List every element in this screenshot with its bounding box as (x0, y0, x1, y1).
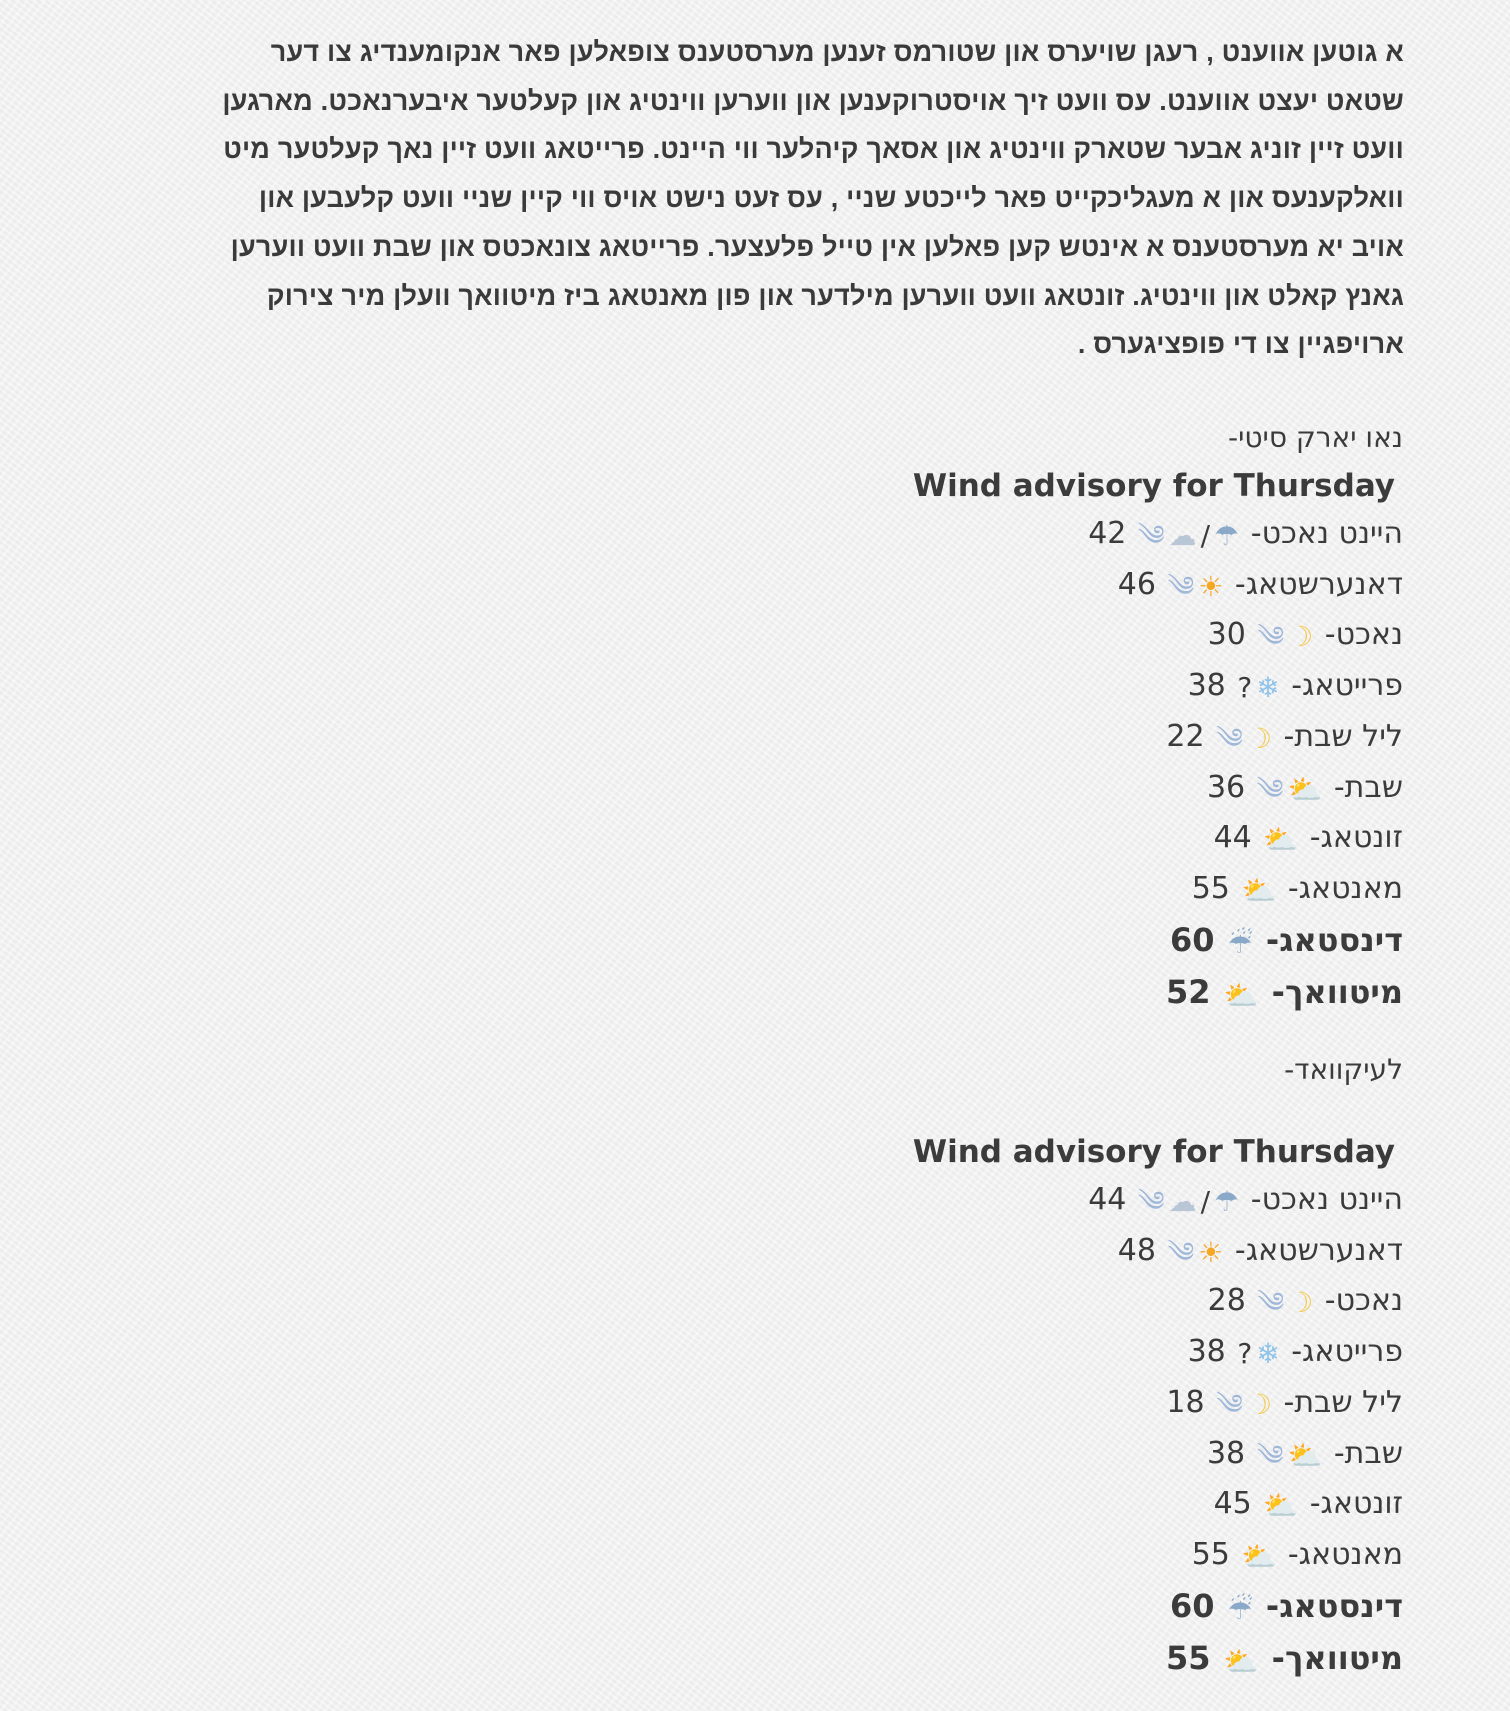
intro-paragraph (84, 28, 1404, 369)
day-label: פרייטאג- (1291, 1334, 1403, 1370)
forecast-row (703, 764, 1403, 815)
forecast-section-lakewood (703, 1046, 1403, 1687)
forecast-row (703, 1379, 1403, 1430)
sun-rain-icon: ☔ (1227, 926, 1253, 960)
partly-cloudy-icon: ⛅ (1263, 823, 1299, 857)
wind-icon: ༄ (1167, 1235, 1195, 1269)
temperature: 22 (1166, 718, 1205, 754)
moon-icon: ☽ (1246, 1387, 1272, 1421)
slash-separator: / (1200, 519, 1211, 552)
intro-line: ארויפגיין צו די פופציגערס . (1077, 329, 1404, 360)
partly-cloudy-icon: ⛅ (1263, 1489, 1299, 1523)
temperature: 46 (1117, 566, 1156, 602)
forecast-row (703, 1531, 1403, 1582)
wind-icon: ༄ (1137, 519, 1165, 552)
partly-cloudy-icon: ⛅ (1287, 772, 1323, 806)
day-label: שבת- (1333, 1435, 1403, 1471)
moon-icon: ☽ (1288, 620, 1314, 654)
day-label: היינט נאכט- (1250, 1182, 1403, 1217)
temperature: 45 (1213, 1486, 1252, 1522)
day-label: נאכט- (1324, 617, 1403, 653)
partly-cloudy-icon: ⛅ (1223, 1645, 1259, 1679)
intro-line: גאנץ קאלט און ווינטיג. זונטאג וועט ווערען מילדער און פון מאנטאג ביז מיטוואך וועלן מיר צירוק (266, 280, 1404, 311)
snowflake-icon: ❄ (1256, 1337, 1280, 1371)
forecast-row (703, 1430, 1403, 1481)
forecast-row (703, 814, 1403, 865)
sun-icon: ☀ (1198, 1235, 1224, 1269)
day-label: דינסטאג- (1265, 1586, 1403, 1625)
wind-icon: ༄ (1167, 569, 1195, 603)
day-label: היינט נאכט- (1250, 516, 1403, 551)
temperature: 60 (1169, 920, 1215, 959)
forecast-row (703, 1634, 1403, 1687)
day-label: דינסטאג- (1265, 920, 1403, 959)
partly-cloudy-icon: ⛅ (1241, 873, 1277, 907)
forecast-row (703, 611, 1403, 662)
moon-icon: ☽ (1288, 1286, 1314, 1320)
wind-icon: ༄ (1257, 620, 1285, 654)
temperature: 42 (1088, 516, 1127, 551)
wind-icon: ༄ (1216, 721, 1243, 755)
sun-rain-icon: ☔ (1227, 1592, 1253, 1626)
temperature: 55 (1191, 870, 1230, 906)
snowflake-icon: ❄ (1256, 671, 1280, 705)
intro-line: וועט זיין זוניג אבער שטארק ווינטיג און אסאך קיהלער ווי היינט. פרייטאג וועט זיין נאך קעלטער מיט (223, 134, 1404, 165)
rain-cloud-icon: ☂ (1214, 1185, 1240, 1218)
temperature: 38 (1187, 668, 1226, 704)
intro-line: וואלקענעס און א מעגליכקייט פאר לייכטע שניי , עס זעט נישט אויס ווי קיין שניי וועט קלעבען און (258, 183, 1404, 214)
forecast-row (703, 1328, 1403, 1379)
temperature: 38 (1187, 1334, 1226, 1370)
forecast-row (703, 1582, 1403, 1635)
forecast-rows (703, 510, 1403, 1021)
forecast-row (703, 1227, 1403, 1278)
wind-icon: ༄ (1256, 772, 1284, 806)
temperature: 60 (1169, 1586, 1215, 1625)
forecast-section-nyc (703, 414, 1403, 1021)
advisory-title: Wind advisory for Thursday (912, 468, 1395, 504)
forecast-row (703, 561, 1403, 612)
day-label: זונטאג- (1309, 820, 1403, 856)
day-label: ליל שבת- (1283, 1384, 1403, 1420)
cloud-icon: ☁ (1168, 519, 1197, 552)
forecast-row (703, 713, 1403, 764)
temperature: 30 (1207, 617, 1246, 653)
day-label: שבת- (1333, 769, 1403, 805)
temperature: 52 (1165, 973, 1211, 1012)
sun-icon: ☀ (1198, 569, 1224, 603)
forecast-row (703, 865, 1403, 916)
temperature: 38 (1206, 1435, 1246, 1471)
day-label: מיטוואך- (1271, 973, 1403, 1012)
day-label: זונטאג- (1309, 1486, 1403, 1522)
location-label: לעיקוואד- (1284, 1053, 1403, 1086)
partly-cloudy-icon: ⛅ (1241, 1539, 1277, 1573)
wind-icon: ༄ (1257, 1286, 1285, 1320)
forecast-row (703, 1176, 1403, 1227)
wind-icon: ༄ (1216, 1387, 1243, 1421)
temperature: 36 (1206, 769, 1246, 805)
wind-icon: ༄ (1256, 1438, 1284, 1472)
temperature: 28 (1207, 1283, 1246, 1319)
temperature: 48 (1117, 1232, 1156, 1268)
moon-icon: ☽ (1246, 721, 1272, 755)
temperature: 55 (1165, 1639, 1211, 1678)
forecast-row (703, 916, 1403, 969)
intro-line: אויב יא מערסטענס א אינטש קען פאלען אין טייל פלעצער. פרייטאג צונאכטס און שבת וועט ווערען (230, 231, 1404, 262)
wind-icon: ༄ (1137, 1185, 1165, 1218)
intro-line: שטאט יעצט אווענט. עס וועט זיך אויסטרוקענען און ווערען ווינטיג און קעלטער איבערנאכט. מארגען (222, 85, 1404, 116)
advisory-title: Wind advisory for Thursday (912, 1134, 1395, 1170)
forecast-row (703, 662, 1403, 713)
day-label: ליל שבת- (1283, 718, 1403, 754)
partly-cloudy-icon: ⛅ (1223, 979, 1259, 1013)
question-mark: ? (1237, 1337, 1253, 1371)
rain-cloud-icon: ☂ (1214, 519, 1240, 552)
day-label: פרייטאג- (1291, 668, 1403, 704)
forecast-row (703, 1480, 1403, 1531)
temperature: 44 (1088, 1182, 1127, 1217)
temperature: 44 (1213, 820, 1252, 856)
location-label: נאו יארק סיטי- (1228, 421, 1403, 454)
intro-line: א גוטען אווענט , רעגן שויערס און שטורמס זענען מערסטענס צופאלען פאר אנקומענדיג צו דער (270, 37, 1404, 67)
forecast-row (703, 1277, 1403, 1328)
day-label: מיטוואך- (1271, 1639, 1403, 1678)
forecast-rows (703, 1176, 1403, 1687)
temperature: 18 (1166, 1384, 1205, 1420)
day-label: מאנטאג- (1287, 1536, 1403, 1572)
forecast-row (703, 968, 1403, 1021)
cloud-icon: ☁ (1168, 1185, 1197, 1218)
forecast-row (703, 510, 1403, 561)
day-label: דאנערשטאג- (1234, 1232, 1403, 1268)
day-label: נאכט- (1324, 1283, 1403, 1319)
question-mark: ? (1237, 671, 1253, 705)
partly-cloudy-icon: ⛅ (1287, 1438, 1323, 1472)
day-label: דאנערשטאג- (1234, 566, 1403, 602)
slash-separator: / (1200, 1185, 1211, 1218)
temperature: 55 (1191, 1536, 1230, 1572)
day-label: מאנטאג- (1287, 870, 1403, 906)
